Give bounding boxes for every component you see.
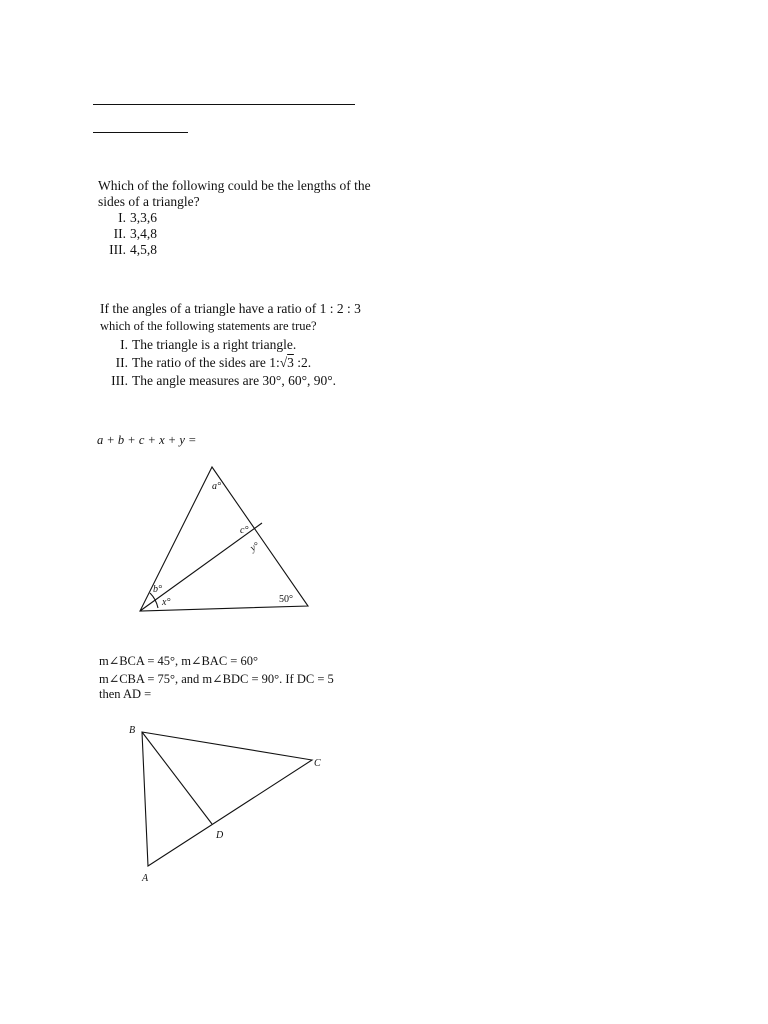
angle-label-x: x° — [162, 597, 171, 608]
question-2-stem-line1: If the angles of a triangle have a ratio of 1 : 2 : 3 — [100, 301, 361, 316]
question-4-line3: then AD = — [99, 687, 152, 701]
angle-label-50: 50° — [279, 594, 293, 605]
triangle-outline-q3 — [140, 467, 308, 611]
question-4-line2: m∠CBA = 75°, and m∠BDC = 90°. If DC = 5 — [99, 672, 334, 686]
question-3-expression: a + b + c + x + y = — [97, 433, 197, 447]
angle-label-c: c° — [240, 525, 249, 536]
triangle-figure-q4 — [142, 732, 312, 866]
radical-sign: √ — [279, 355, 288, 370]
question-1-option-1: I. 3,3,6 — [118, 210, 157, 225]
triangle-figure-q3 — [140, 467, 308, 611]
question-1-option-2: II. 3,4,8 — [113, 226, 157, 241]
angle-label-b: b° — [153, 584, 162, 595]
question-2-option-3: III. The angle measures are 30°, 60°, 90°. — [111, 372, 337, 388]
vertex-label-d: D — [216, 830, 224, 841]
question-2-option-1: I. The triangle is a right triangle. — [120, 336, 297, 352]
altitude-line-bd — [142, 732, 212, 824]
question-1-stem-line1: Which of the following could be the lengths of the — [98, 178, 371, 193]
triangle-outline-q4 — [142, 732, 312, 866]
question-2-stem-line2: which of the following statements are true? — [100, 318, 317, 333]
vertex-label-a: A — [142, 873, 149, 884]
question-1-option-3: III. 4,5,8 — [109, 242, 157, 257]
question-2-option-2: II. The ratio of the sides are 1:√3 :2. — [115, 355, 312, 370]
cevian-line-q3 — [140, 523, 262, 611]
question-1-stem-line2: sides of a triangle? — [98, 194, 200, 209]
question-4-line1: m∠BCA = 45°, m∠BAC = 60° — [99, 654, 258, 668]
angle-label-y: y° — [248, 540, 262, 555]
vertex-label-b: B — [129, 725, 136, 736]
radicand: 3 — [287, 355, 294, 370]
angle-label-a: a° — [212, 481, 221, 492]
vertex-label-c: C — [314, 758, 321, 769]
